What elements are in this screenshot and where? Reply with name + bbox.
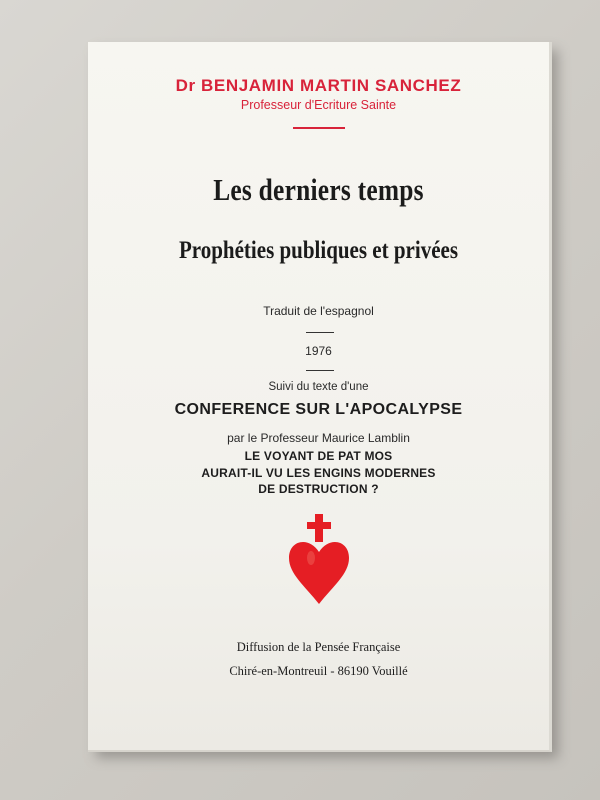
divider-rule <box>293 127 345 129</box>
conference-author: par le Professeur Maurice Lamblin <box>227 431 410 445</box>
author-title: Professeur d'Ecriture Sainte <box>240 98 397 112</box>
author-name: Dr BENJAMIN MARTIN SANCHEZ <box>175 76 462 95</box>
publisher-name: Diffusion de la Pensée Française <box>236 640 401 654</box>
divider-rule <box>306 332 334 333</box>
sacred-heart-cross-icon <box>287 514 351 606</box>
conference-title: CONFERENCE SUR L'APOCALYPSE <box>174 401 463 418</box>
conference-question-line: LE VOYANT DE PAT MOS <box>244 449 393 463</box>
publication-year: 1976 <box>305 344 332 358</box>
book-title: Les derniers temps <box>213 172 424 207</box>
book-cover <box>88 42 552 752</box>
conference-question-line: DE DESTRUCTION ? <box>258 482 379 496</box>
translation-note: Traduit de l'espagnol <box>263 304 374 318</box>
divider-rule <box>306 370 334 371</box>
followed-by-note: Suivi du texte d'une <box>268 381 369 393</box>
publisher-address: Chiré-en-Montreuil - 86190 Vouillé <box>229 664 408 678</box>
book-subtitle: Prophéties publiques et privées <box>178 237 459 264</box>
conference-question-line: AURAIT-IL VU LES ENGINS MODERNES <box>201 466 436 480</box>
